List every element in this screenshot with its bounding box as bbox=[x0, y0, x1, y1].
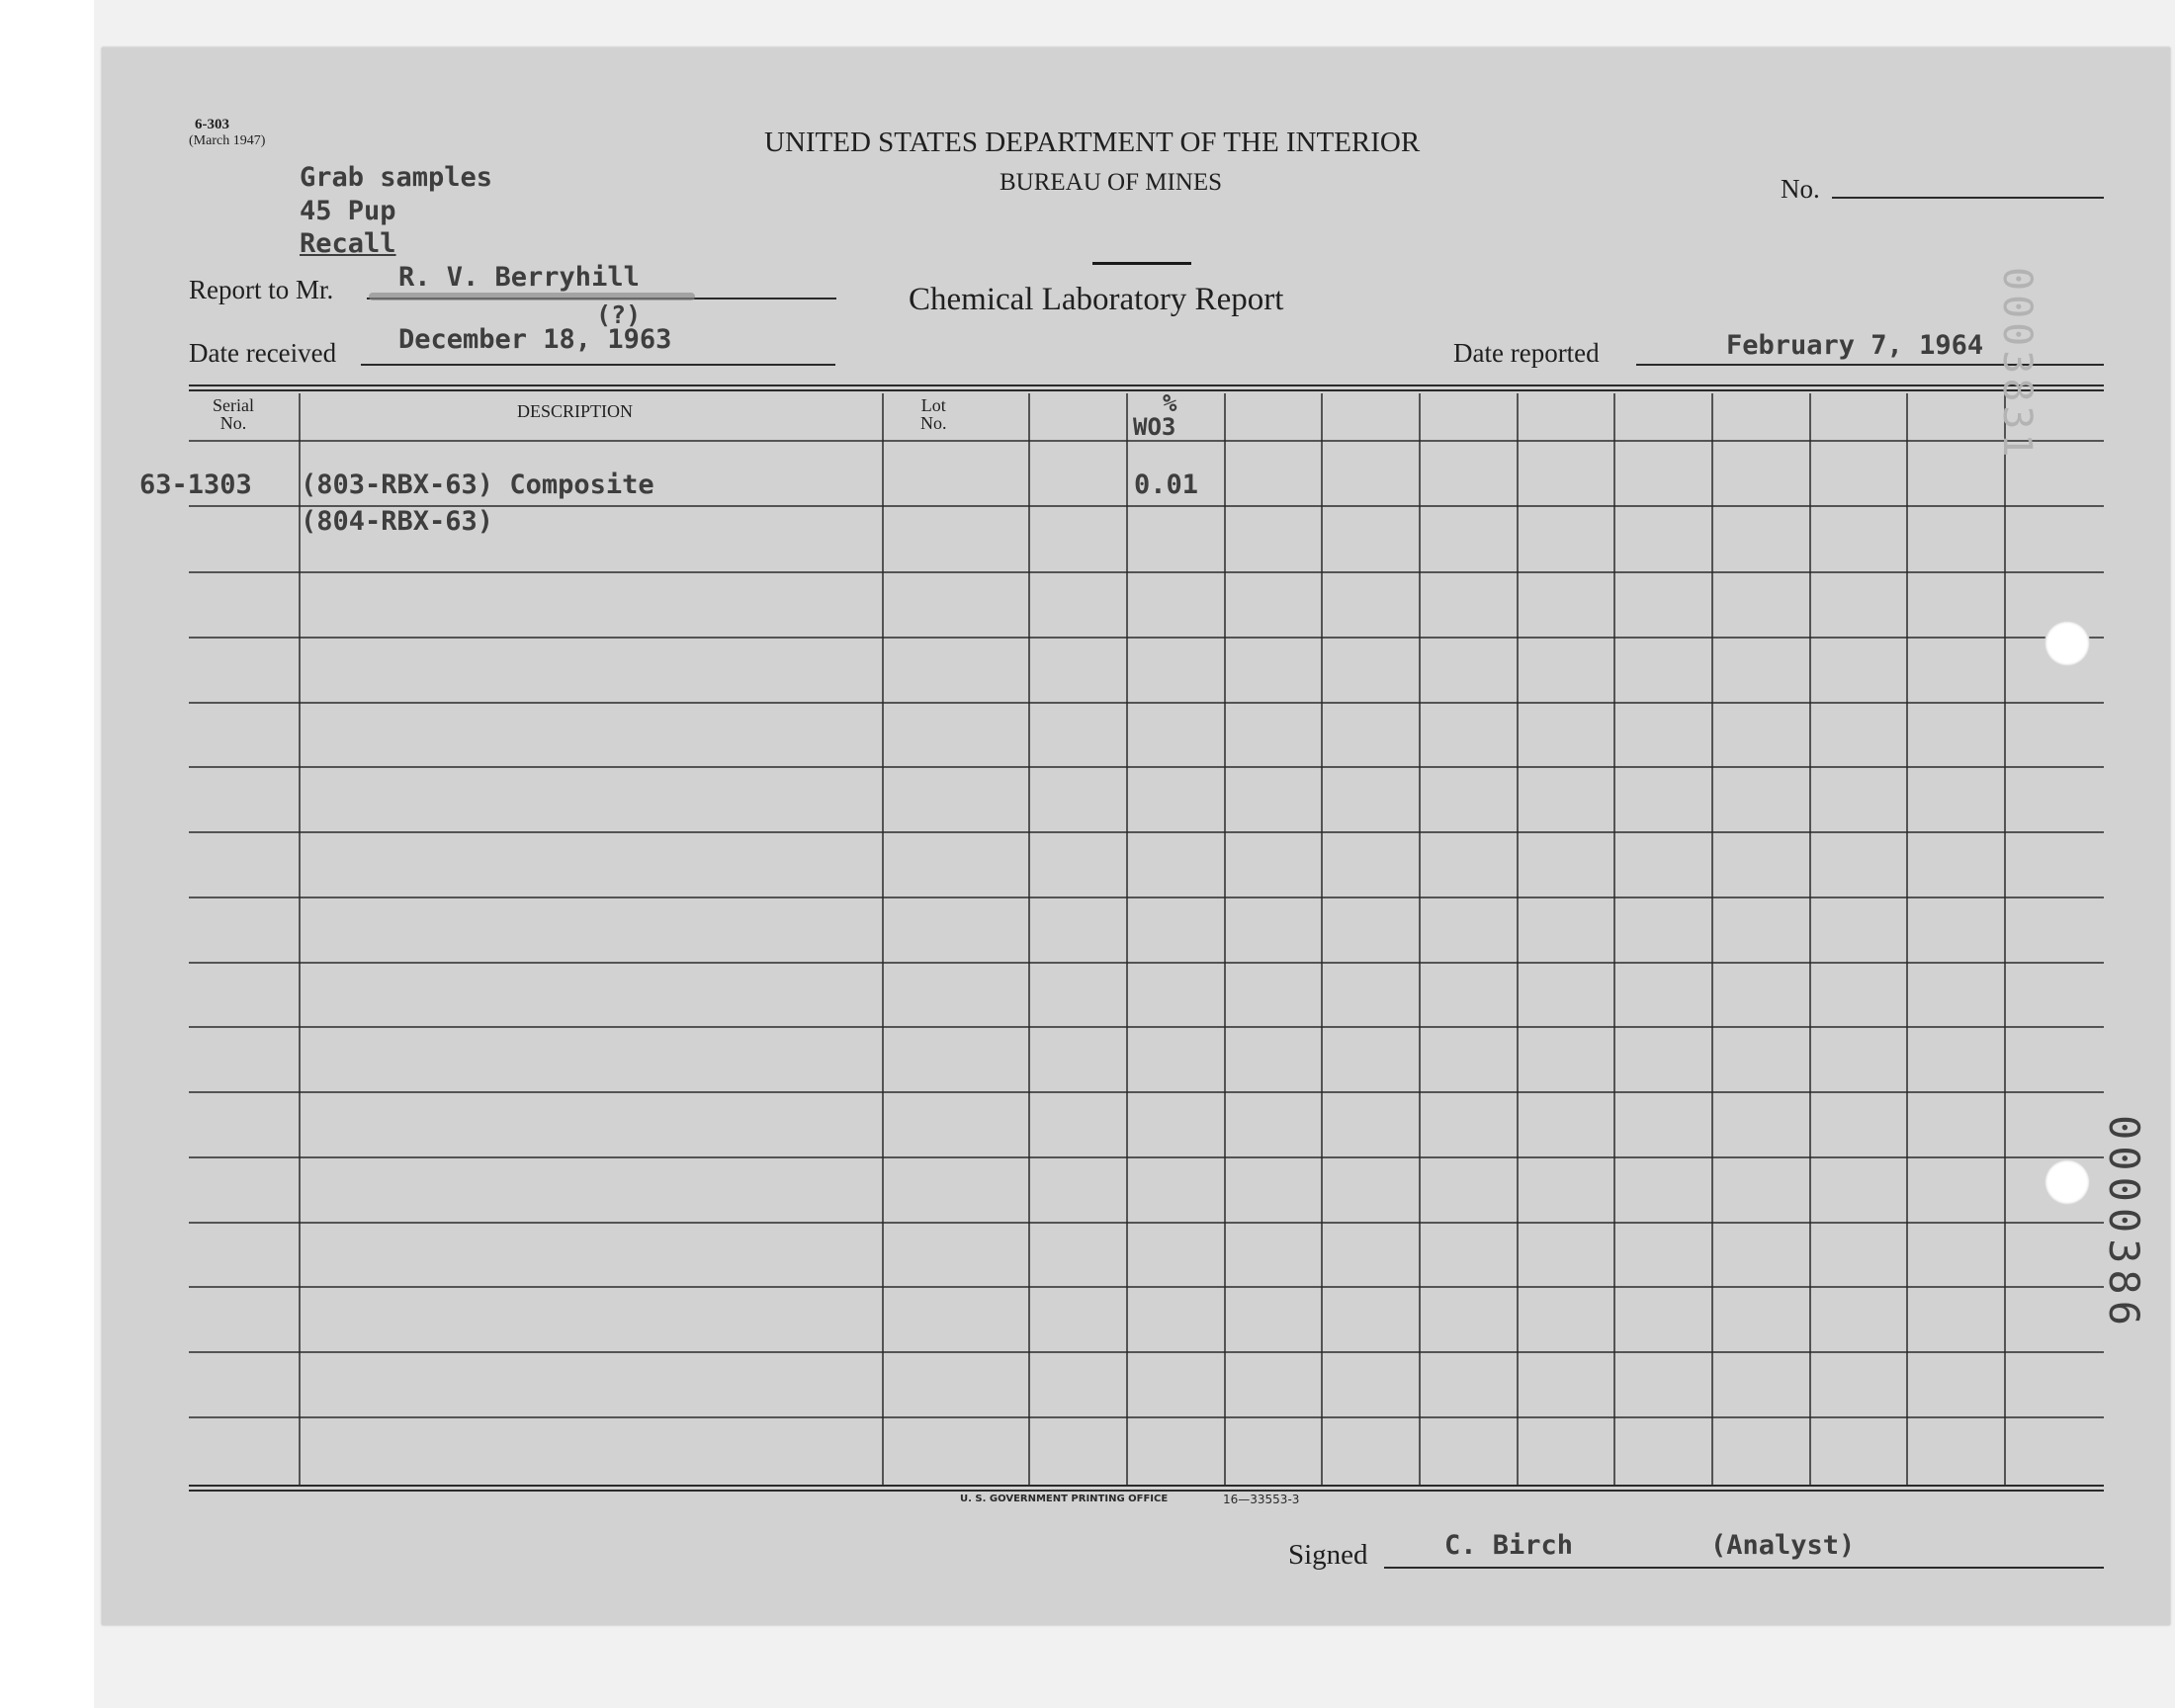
description-cell-continued: (804-RBX-63) bbox=[301, 506, 494, 537]
note-line: Grab samples bbox=[300, 162, 493, 193]
archive-stamp: 0000386 bbox=[2100, 1115, 2148, 1332]
report-to-label: Report to Mr. bbox=[189, 275, 334, 304]
lot-no-header: Lot No. bbox=[920, 395, 947, 433]
report-to-value: R. V. Berryhill bbox=[398, 262, 640, 293]
date-reported-value: February 7, 1964 bbox=[1726, 330, 1984, 361]
agency-title: UNITED STATES DEPARTMENT OF THE INTERIOR bbox=[764, 127, 1421, 158]
note-line: 45 Pup bbox=[300, 196, 396, 226]
form-number: 6-303 bbox=[195, 117, 229, 132]
report-title: Chemical Laboratory Report bbox=[909, 282, 1284, 317]
date-received-value: December 18, 1963 bbox=[398, 324, 672, 355]
serial-no-header: Serial No. bbox=[213, 395, 254, 433]
punch-hole bbox=[2044, 1159, 2090, 1205]
wo3-header: WO3 bbox=[1133, 413, 1176, 441]
date-reported-label: Date reported bbox=[1453, 338, 1600, 368]
signed-label: Signed bbox=[1288, 1539, 1368, 1571]
serial-cell: 63-1303 bbox=[139, 470, 252, 500]
archive-stamp-faded: 0003831 bbox=[1994, 267, 2040, 462]
analyst-label: (Analyst) bbox=[1710, 1530, 1856, 1561]
signature-line bbox=[1384, 1567, 2104, 1569]
signed-value: C. Birch bbox=[1444, 1530, 1574, 1561]
wo3-value-cell: 0.01 bbox=[1134, 470, 1199, 500]
printing-office-imprint: U. S. GOVERNMENT PRINTING OFFICE bbox=[960, 1494, 1169, 1504]
table-grid bbox=[102, 47, 2170, 1625]
lab-report-sheet bbox=[102, 47, 2170, 1625]
description-header: DESCRIPTION bbox=[517, 401, 634, 421]
bureau-title: BUREAU OF MINES bbox=[1000, 169, 1223, 196]
printing-code: 16—33553-3 bbox=[1223, 1493, 1300, 1506]
report-number-label: No. bbox=[1781, 174, 1820, 204]
description-cell: (803-RBX-63) Composite bbox=[301, 470, 654, 500]
date-received-label: Date received bbox=[189, 338, 337, 368]
percent-header: % bbox=[1163, 389, 1177, 417]
form-revision-date: (March 1947) bbox=[189, 133, 266, 148]
punch-hole bbox=[2044, 621, 2090, 666]
page-margin bbox=[0, 0, 94, 1708]
uncertain-mark: (?) bbox=[596, 300, 642, 329]
note-line: Recall bbox=[300, 228, 396, 259]
